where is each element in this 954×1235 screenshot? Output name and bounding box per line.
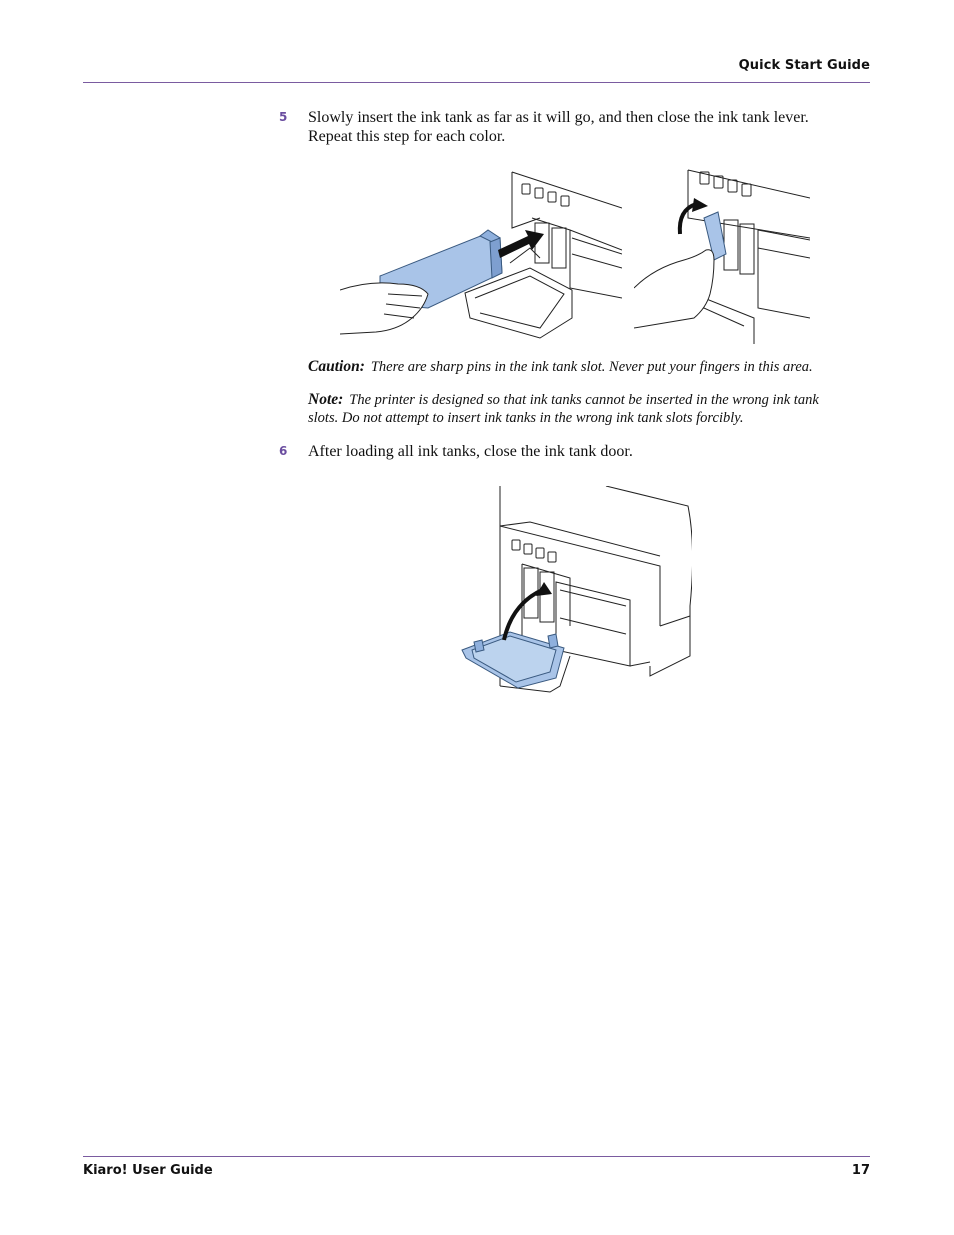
step-6 xyxy=(279,442,849,462)
close-door-illustration xyxy=(460,486,692,696)
step-5-line-2: Repeat this step for each color. xyxy=(308,128,506,145)
step-5-number: 5 xyxy=(279,110,288,124)
note-text-line-2: slots. Do not attempt to insert ink tanks in the wrong ink tank slots forcibly. xyxy=(308,410,744,426)
running-header: Quick Start Guide xyxy=(738,58,870,73)
step-6-text: After loading all ink tanks, close the ink tank door. xyxy=(308,443,633,460)
close-lever-illustration xyxy=(634,168,810,344)
step-5-line-1: Slowly insert the ink tank as far as it will go, and then close the ink tank lever. xyxy=(308,109,809,126)
note-label: Note: xyxy=(308,391,344,408)
caution-note xyxy=(308,358,870,376)
footer-title: Kiaro! User Guide xyxy=(83,1163,213,1178)
step-5-text xyxy=(308,108,868,146)
note-text-line-1: The printer is designed so that ink tanks cannot be inserted in the wrong ink tank xyxy=(349,392,819,408)
step-5 xyxy=(279,108,849,148)
caution-text: There are sharp pins in the ink tank slot. Never put your fingers in this area. xyxy=(370,359,813,375)
header-rule xyxy=(83,82,870,83)
step-6-number: 6 xyxy=(279,444,288,458)
page-number: 17 xyxy=(851,1163,870,1178)
note-line-1 xyxy=(308,391,870,409)
insert-ink-tank-illustration xyxy=(340,168,622,344)
caution-label: Caution: xyxy=(308,358,365,375)
info-note xyxy=(308,391,870,427)
footer-rule xyxy=(83,1156,870,1157)
